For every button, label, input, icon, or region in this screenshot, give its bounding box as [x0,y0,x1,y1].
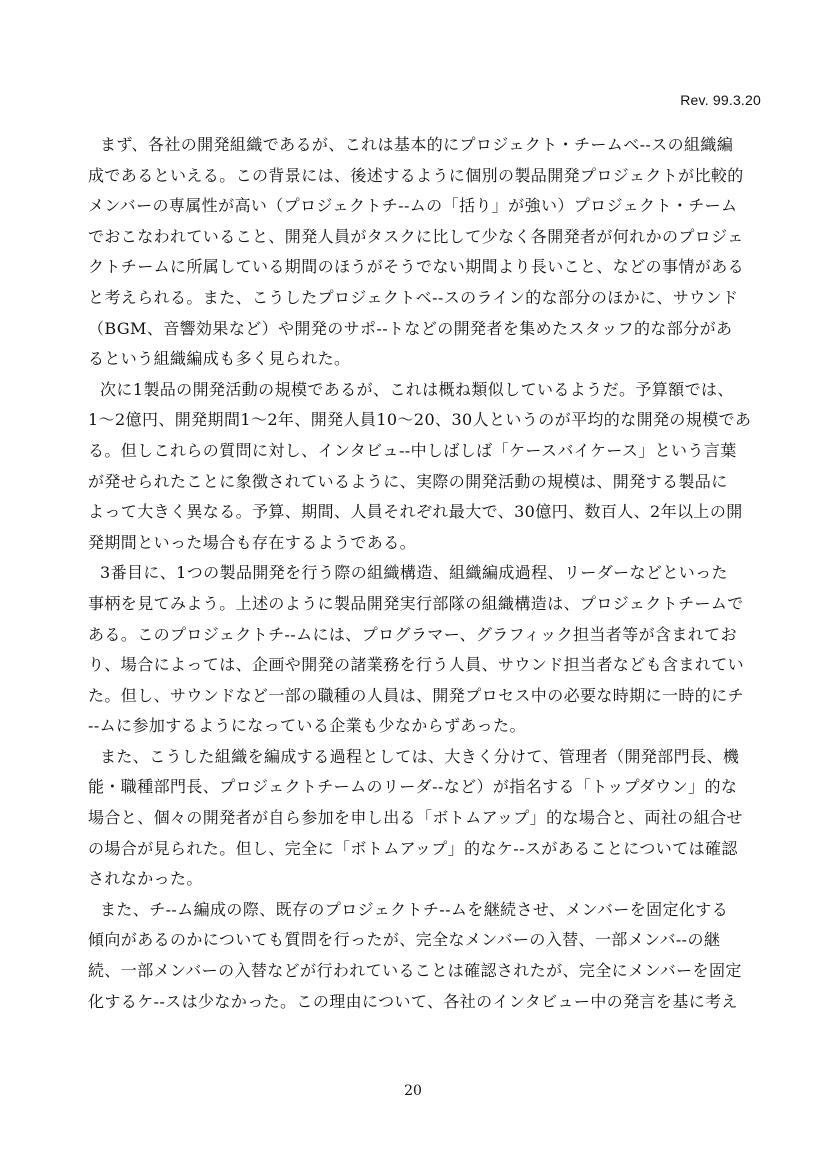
text-line: 場合と、個々の開発者が自ら参加を申し出る「ボトムアップ」的な場合と、両社の組合せ [88,808,743,828]
text-line: また、チ-‐ム編成の際、既存のプロジェクトチ-‐ムを継続させ、メンバーを固定化する [100,899,729,919]
paragraph [88,130,760,375]
paragraph [88,558,760,742]
text-line: 続、一部メンバーの入替などが行われていることは確認されたが、完全にメンバーを固定 [88,961,742,981]
text-line: 3番目に、1つの製品開発を行う際の組織構造、組織編成過程、リーダーなどといった [100,563,728,583]
text-line: 事柄を見てみよう。上述のように製品開発実行部隊の組織構造は、プロジェクトチームで [88,593,744,613]
paragraph [88,895,760,1017]
text-line: と考えられる。また、こうしたプロジェクトベ-‐スのライン的な部分のほかに、サウンド [88,287,739,307]
text-line: まず、各社の開発組織であるが、これは基本的にプロジェクト・チームベ-‐スの組織編 [100,135,734,154]
text-line: ある。このプロジェクトチ-‐ムには、プログラマー、グラフィック担当者等が含まれてお [88,624,737,644]
text-line: メンバーの専属性が高い（プロジェクトチ-‐ムの「括り」が強い）プロジェクト・チーム [88,196,738,216]
paragraph [88,375,760,559]
text-line: 次に1製品の開発活動の規模であるが、これは概ね類似しているようだ。予算額では、 [100,379,734,399]
text-line: されなかった。 [88,869,203,889]
text-line: 傾向があるのかについても質問を行ったが、完全なメンバーの入替、一部メンバ-‐の継 [88,930,721,950]
text-line: クトチームに所属している期間のほうがそうでない期間より長いこと、などの事情がある [88,257,745,277]
text-line: り、場合によっては、企画や開発の諸業務を行う人員、サウンド担当者なども含まれてい [88,655,745,675]
text-line: よって大きく異なる。予算、期間、人員それぞれ最大で、30億円、数百人、2年以上の開 [88,502,743,522]
revision-label: Rev. 99.3.20 [680,92,761,108]
text-line: 成であるといえる。この背景には、後述するように個別の製品開発プロジェクトが比較的 [88,165,744,185]
text-line: 化するケ-‐スは少なかった。この理由について、各社のインタビュー中の発言を基に考え [88,991,738,1011]
text-line: る。但しこれらの質問に対し、インタビュ-‐中しばしば「ケースバイケース」という言葉 [88,440,737,460]
text-line: 能・職種部門長、プロジェクトチームのリーダ-‐など）が指名する「トップダウン」的な [88,777,738,797]
text-line: でおこなわれていること、開発人員がタスクに比して少なく各開発者が何れかのプロジェ [88,226,744,246]
text-line: また、こうした組織を編成する過程としては、大きく分けて、管理者（開発部門長、機 [100,746,740,766]
paragraph [88,742,760,895]
text-line: た。但し、サウンドなど一部の職種の人員は、開発プロセス中の必要な時期に一時的にチ [88,685,745,705]
text-line: -‐ムに参加するようになっている企業も少なからずあった。 [88,716,526,736]
text-line: が発せられたことに象徴されているように、実際の開発活動の規模は、開発する製品に [88,471,728,491]
text-line: るという組織編成も多く見られた。 [88,349,351,369]
text-line: （BGM、音響効果など）や開発のサポ-‐トなどの開発者を集めたスタッフ的な部分があ [88,318,733,338]
page-number: 20 [404,1083,422,1099]
body-text [88,130,760,1017]
text-line: 1～2億円、開発期間1～2年、開発人員10～20、30人というのが平均的な開発の規模であ [88,410,752,430]
text-line: の場合が見られた。但し、完全に「ボトムアップ」的なケ-‐スがあることについては確認 [88,838,738,858]
text-line: 発期間といった場合も存在するようである。 [88,532,417,552]
